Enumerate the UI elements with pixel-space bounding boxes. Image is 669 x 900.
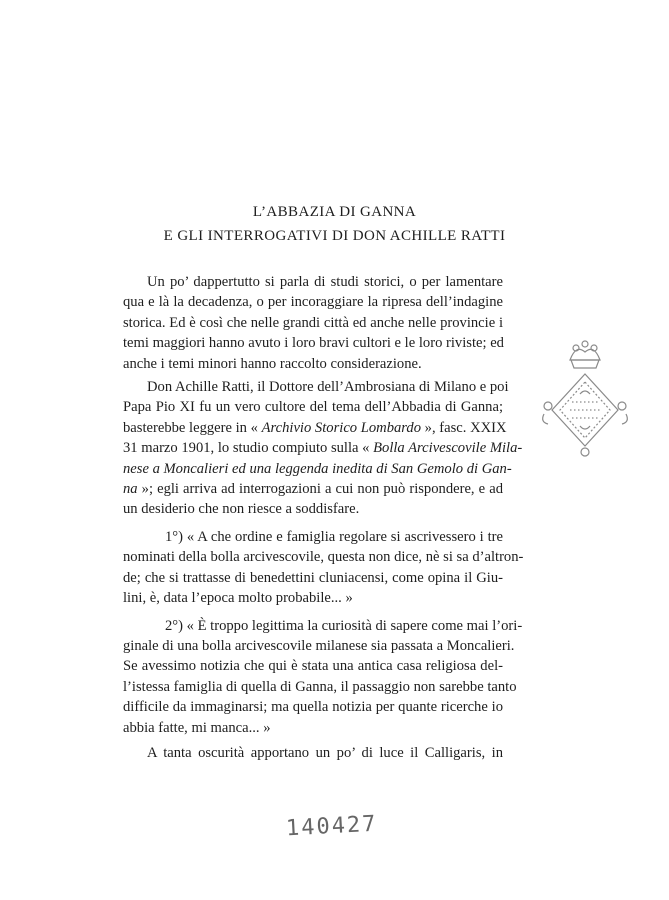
handwritten-inventory-number: 140427 bbox=[285, 811, 379, 842]
text-line bbox=[123, 479, 503, 499]
text-line bbox=[123, 438, 523, 458]
body-text bbox=[123, 272, 524, 766]
text-line: 2°) « È troppo legittima la curiosità di sapere come mai l’ori- bbox=[165, 617, 523, 634]
paragraph-5 bbox=[123, 743, 503, 763]
paragraph-2 bbox=[123, 377, 523, 520]
text-line: Se avessimo notizia che qui è stata una antica casa religiosa del- bbox=[123, 658, 503, 675]
text-line bbox=[123, 418, 507, 438]
text-line: nominati della bolla arcivescovile, questa non dice, nè si sa d’altron- bbox=[123, 549, 524, 566]
text-line: un desiderio che non riesce a soddisfare. bbox=[123, 501, 360, 518]
library-stamp-icon bbox=[540, 338, 630, 468]
text-span: 31 marzo 1901, lo studio compiuto sulla « bbox=[123, 440, 374, 457]
paragraph-4 bbox=[123, 616, 523, 738]
italic-title: na bbox=[123, 481, 138, 498]
text-span: basterebbe leggere in « bbox=[123, 419, 262, 436]
title-line-2: E GLI INTERROGATIVI DI DON ACHILLE RATTI bbox=[163, 228, 506, 244]
italic-title: Bolla Arcivescovile Mila- bbox=[373, 440, 523, 457]
text-span: »; egli arriva ad interrogazioni a cui non può rispondere, e ad bbox=[137, 481, 503, 498]
text-line: Un po’ dappertutto si parla di studi storici, o per lamentare bbox=[147, 274, 503, 290]
paragraph-3 bbox=[123, 527, 524, 609]
title-line-1: L’ABBAZIA DI GANNA bbox=[252, 204, 417, 220]
text-line: A tanta oscurità apportano un po’ di luce il Calligaris, in bbox=[147, 744, 503, 761]
text-line bbox=[123, 459, 512, 479]
text-line: storica. Ed è così che nelle grandi città ed anche nelle provincie i bbox=[123, 314, 503, 331]
text-line: ginale di una bolla arcivescovile milanese sia passata a Moncalieri. bbox=[123, 637, 515, 654]
text-line: de; che si trattasse di benedettini cluniacensi, come opina il Giu- bbox=[123, 569, 503, 586]
text-line: Papa Pio XI fu un vero cultore del tema dell’Abbadia di Ganna; bbox=[123, 399, 503, 416]
italic-title: Archivio Storico Lombardo bbox=[261, 419, 422, 436]
text-line: Don Achille Ratti, il Dottore dell’Ambrosiana di Milano e poi bbox=[147, 379, 509, 396]
text-line: 1°) « A che ordine e famiglia regolare si ascrivessero i tre bbox=[165, 528, 503, 545]
text-line: anche i temi minori hanno raccolto considerazione. bbox=[123, 355, 422, 372]
text-line: lini, è, data l’epoca molto probabile... » bbox=[123, 590, 353, 607]
italic-title: nese a Moncalieri ed una leggenda inedita di San Gemolo di Gan- bbox=[123, 460, 512, 477]
text-line: temi maggiori hanno avuto i loro bravi cultori e le loro riviste; ed bbox=[123, 335, 504, 352]
text-line: difficile da immaginarsi; ma quella notizia per quante ricerche io bbox=[123, 699, 503, 716]
paragraph-1 bbox=[123, 272, 503, 374]
text-line: qua e là la decadenza, o per incoraggiare la ripresa dell’indagine bbox=[123, 294, 503, 311]
text-line: abbia fatte, mi manca... » bbox=[123, 719, 271, 736]
text-span: », fasc. XXIX bbox=[421, 419, 507, 436]
text-line: l’istessa famiglia di quella di Ganna, il passaggio non sarebbe tanto bbox=[123, 678, 517, 695]
